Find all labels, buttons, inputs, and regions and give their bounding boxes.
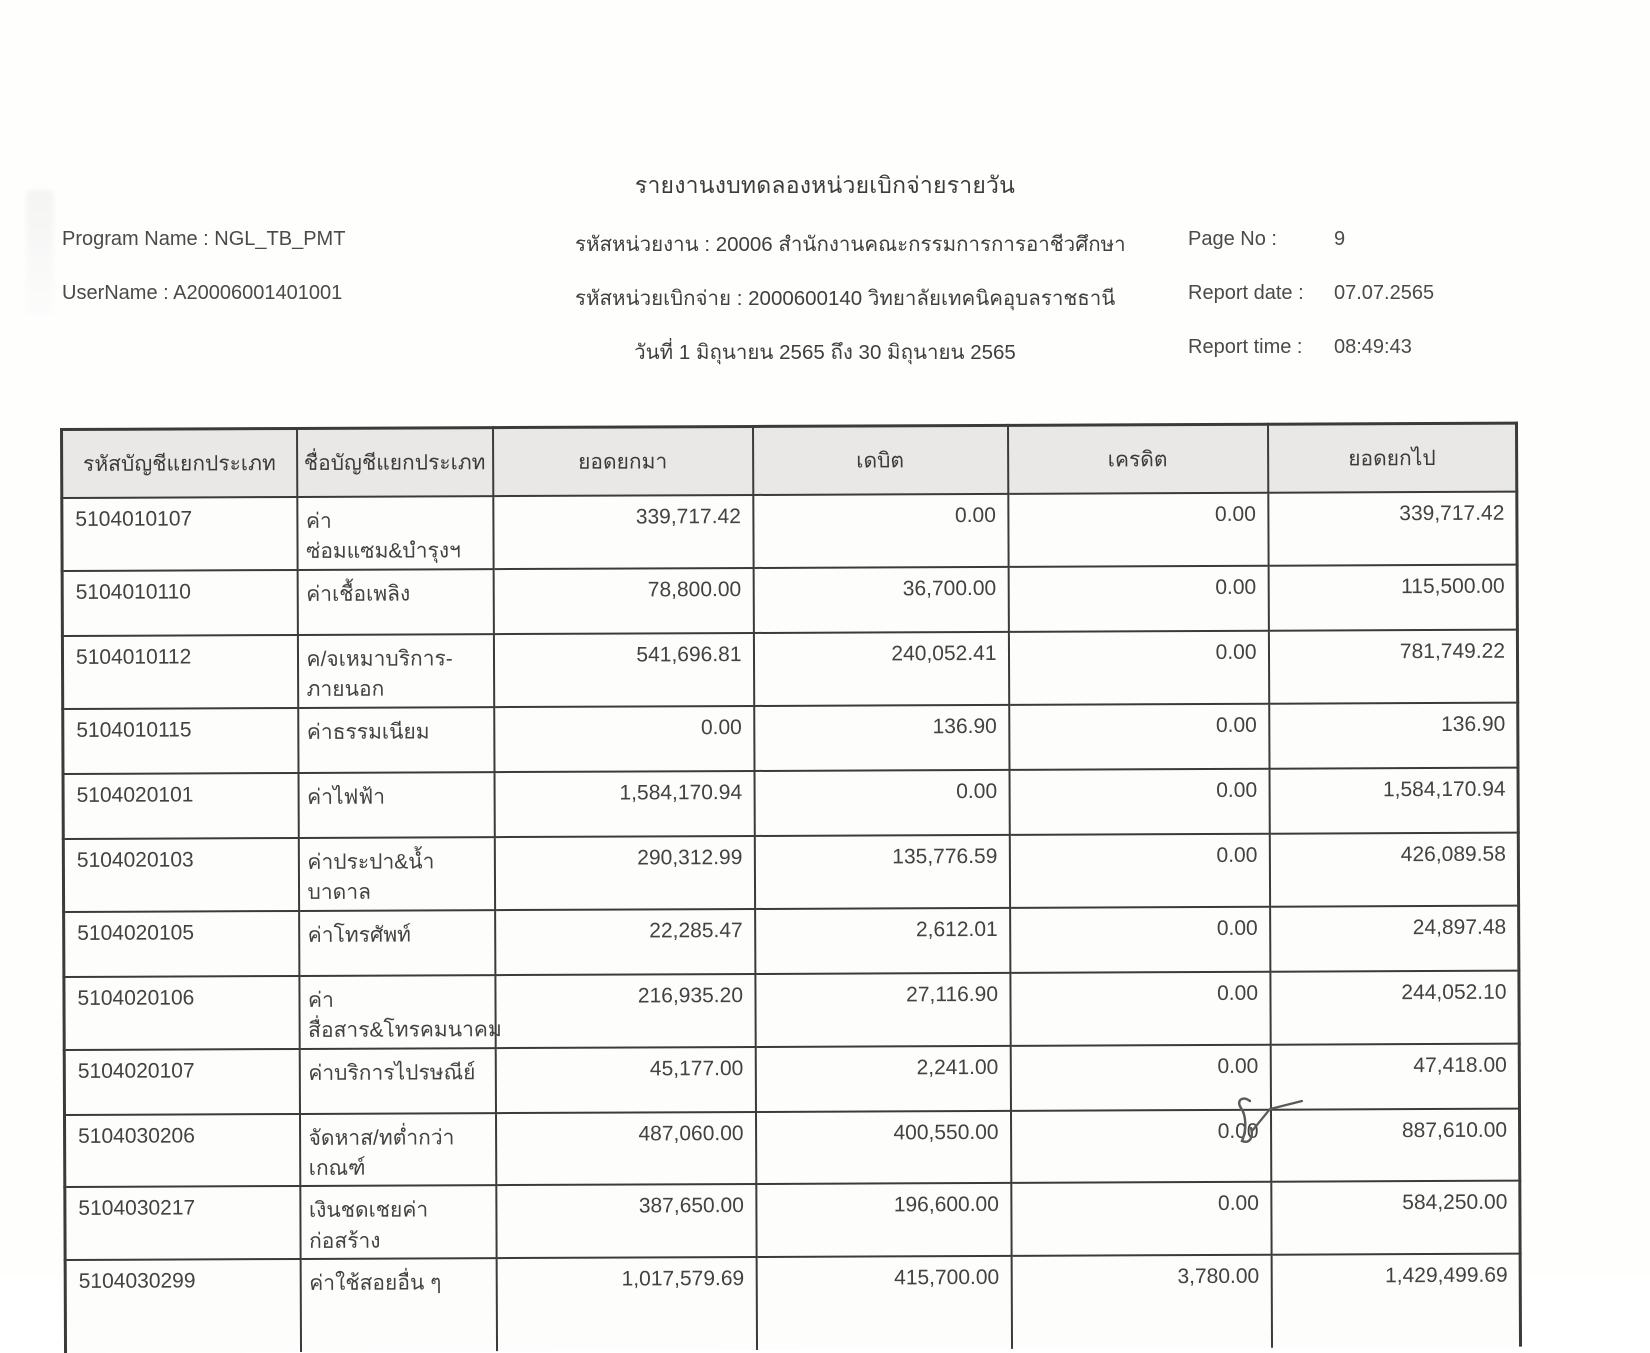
- cell-opening-balance: 22,285.47: [495, 909, 755, 975]
- cell-closing-balance: 115,500.00: [1268, 565, 1517, 631]
- cell-account-code: 5104010110: [62, 570, 297, 636]
- cell-opening-balance: 0.00: [494, 706, 754, 772]
- cell-debit: 36,700.00: [753, 567, 1008, 633]
- cell-credit: 0.00: [1009, 768, 1269, 834]
- cell-opening-balance: 45,177.00: [495, 1046, 755, 1112]
- table-header-row: [62, 423, 1517, 498]
- cell-debit: 0.00: [753, 494, 1008, 568]
- page-no-line: [1188, 228, 1434, 256]
- cell-account-code: 5104010112: [62, 635, 297, 709]
- cell-account-name: ค่าเชื้อเพลิง: [297, 569, 493, 635]
- cell-opening-balance: 387,650.00: [496, 1184, 756, 1258]
- cell-account-code: 5104020107: [64, 1048, 299, 1114]
- report-date-line: [1188, 282, 1434, 310]
- col-header-account-code: รหัสบัญชีแยกประเภท: [62, 428, 297, 498]
- cell-credit: 0.00: [1010, 1109, 1270, 1183]
- col-header-closing-balance: ยอดยกไป: [1267, 423, 1516, 493]
- table-row: [63, 702, 1518, 773]
- col-header-account-name: ชื่อบัญชีแยกประเภท: [297, 428, 493, 497]
- cell-closing-balance: 47,418.00: [1270, 1043, 1519, 1109]
- cell-account-name: ค/จเหมาบริการ-ภายนอก: [297, 634, 493, 708]
- username-line: [62, 282, 345, 310]
- disburse-unit-line: รหัสหน่วยเบิกจ่าย : 2000600140 วิทยาลัยเทคนิคอุบลราชธานี: [575, 287, 1116, 310]
- cell-debit: 136.90: [754, 705, 1009, 771]
- col-header-opening-balance: ยอดยกมา: [493, 426, 753, 496]
- table-row: [64, 970, 1519, 1049]
- report-date-value: 07.07.2565: [1334, 282, 1435, 304]
- cell-account-name: ค่าไฟฟ้า: [298, 772, 494, 838]
- cell-account-code: 5104030206: [64, 1113, 299, 1187]
- table-row: [64, 1043, 1519, 1114]
- cell-account-code: 5104030217: [65, 1186, 300, 1260]
- page-no-label: Page No :: [1188, 228, 1277, 250]
- cell-debit: 135,776.59: [754, 835, 1009, 909]
- trial-balance-table-wrap: [60, 422, 1521, 1353]
- cell-debit: 400,550.00: [755, 1110, 1010, 1184]
- table-row: [63, 767, 1518, 838]
- report-title: รายงานงบทดลองหน่วยเบิกจ่ายรายวัน: [634, 172, 1016, 198]
- meta-left-block: [62, 228, 345, 336]
- username-label: UserName :: [62, 282, 169, 304]
- cell-debit: 415,700.00: [756, 1256, 1011, 1350]
- col-header-credit: เครดิต: [1007, 424, 1267, 494]
- cell-opening-balance: 339,717.42: [493, 495, 753, 569]
- meta-right-block: [1188, 228, 1434, 390]
- cell-credit: 0.00: [1011, 1182, 1271, 1256]
- trial-balance-table: [60, 422, 1522, 1353]
- cell-account-code: 5104030299: [65, 1259, 300, 1353]
- table-row: [62, 630, 1517, 709]
- cell-opening-balance: 290,312.99: [494, 836, 754, 910]
- cell-credit: 0.00: [1009, 703, 1269, 769]
- table-row: [62, 492, 1517, 571]
- table-row: [64, 905, 1519, 976]
- cell-closing-balance: 24,897.48: [1270, 905, 1519, 971]
- table-row: [62, 565, 1517, 636]
- cell-account-name: ค่าประปา&น้ำบาดาล: [298, 837, 494, 911]
- cell-credit: 0.00: [1010, 1044, 1270, 1110]
- cell-account-name: ค่าบริการไปรษณีย์: [299, 1048, 495, 1114]
- cell-credit: 0.00: [1008, 631, 1268, 705]
- cell-closing-balance: 244,052.10: [1270, 970, 1519, 1044]
- scan-artifact: [26, 190, 54, 315]
- cell-opening-balance: 1,584,170.94: [494, 771, 754, 837]
- cell-credit: 3,780.00: [1011, 1255, 1271, 1349]
- cell-debit: 240,052.41: [753, 632, 1008, 706]
- cell-account-name: ค่าสื่อสาร&โทรคมนาคม: [299, 975, 495, 1049]
- agency-code-line: รหัสหน่วยงาน : 20006 สำนักงานคณะกรรมการการอาชีวศึกษา: [575, 233, 1126, 256]
- cell-account-code: 5104020103: [63, 838, 298, 912]
- report-time-value: 08:49:43: [1334, 336, 1412, 358]
- cell-opening-balance: 1,017,579.69: [496, 1257, 756, 1351]
- cell-account-name: ค่าโทรศัพท์: [299, 910, 495, 976]
- table-row: [64, 1108, 1519, 1187]
- cell-account-name: เงินชดเชยค่าก่อสร้าง: [300, 1185, 496, 1259]
- cell-closing-balance: 887,610.00: [1270, 1108, 1519, 1182]
- program-name-label: Program Name :: [62, 228, 209, 250]
- table-header: [62, 423, 1517, 498]
- cell-account-code: 5104020101: [63, 773, 298, 839]
- meta-center-block: [575, 228, 1126, 390]
- cell-opening-balance: 487,060.00: [495, 1111, 755, 1185]
- cell-debit: 27,116.90: [755, 972, 1010, 1046]
- cell-account-name: ค่าธรรมเนียม: [298, 707, 494, 773]
- date-range-line: วันที่ 1 มิถุนายน 2565 ถึง 30 มิถุนายน 2565: [634, 341, 1016, 364]
- cell-account-code: 5104020105: [64, 911, 299, 977]
- cell-opening-balance: 78,800.00: [493, 568, 753, 634]
- program-name-line: [62, 228, 345, 256]
- table-row: [65, 1181, 1520, 1260]
- table-row: [63, 832, 1518, 911]
- cell-credit: 0.00: [1010, 906, 1270, 972]
- cell-opening-balance: 216,935.20: [495, 974, 755, 1048]
- cell-credit: 0.00: [1010, 971, 1270, 1045]
- cell-closing-balance: 136.90: [1269, 702, 1518, 768]
- table-body: [62, 492, 1521, 1353]
- cell-account-code: 5104010107: [62, 497, 297, 571]
- cell-debit: 2,241.00: [755, 1045, 1010, 1111]
- cell-closing-balance: 1,584,170.94: [1269, 767, 1518, 833]
- cell-credit: 0.00: [1008, 493, 1268, 567]
- table-row: [65, 1254, 1520, 1353]
- report-time-label: Report time :: [1188, 336, 1303, 358]
- col-header-debit: เดบิต: [752, 425, 1007, 495]
- page-no-value: 9: [1334, 228, 1346, 250]
- cell-closing-balance: 584,250.00: [1271, 1181, 1520, 1255]
- cell-closing-balance: 426,089.58: [1269, 832, 1518, 906]
- cell-debit: 196,600.00: [756, 1183, 1011, 1257]
- username-value: A20006001401001: [173, 282, 343, 304]
- cell-account-name: ค่าใช้สอยอื่น ๆ: [300, 1258, 496, 1352]
- cell-closing-balance: 1,429,499.69: [1271, 1254, 1520, 1348]
- cell-opening-balance: 541,696.81: [493, 633, 753, 707]
- report-time-line: [1188, 336, 1434, 364]
- cell-closing-balance: 339,717.42: [1268, 492, 1517, 566]
- report-date-label: Report date :: [1188, 282, 1304, 304]
- cell-account-code: 5104010115: [63, 708, 298, 774]
- cell-credit: 0.00: [1008, 566, 1268, 632]
- cell-debit: 0.00: [754, 770, 1009, 836]
- cell-account-name: ค่าซ่อมแซม&บำรุงฯ: [297, 496, 493, 570]
- cell-credit: 0.00: [1009, 833, 1269, 907]
- cell-closing-balance: 781,749.22: [1268, 630, 1517, 704]
- cell-debit: 2,612.01: [755, 907, 1010, 973]
- program-name-value: NGL_TB_PMT: [214, 228, 346, 250]
- cell-account-code: 5104020106: [64, 976, 299, 1050]
- cell-account-name: จัดหาส/ทต่ำกว่าเกณฑ์: [299, 1113, 495, 1187]
